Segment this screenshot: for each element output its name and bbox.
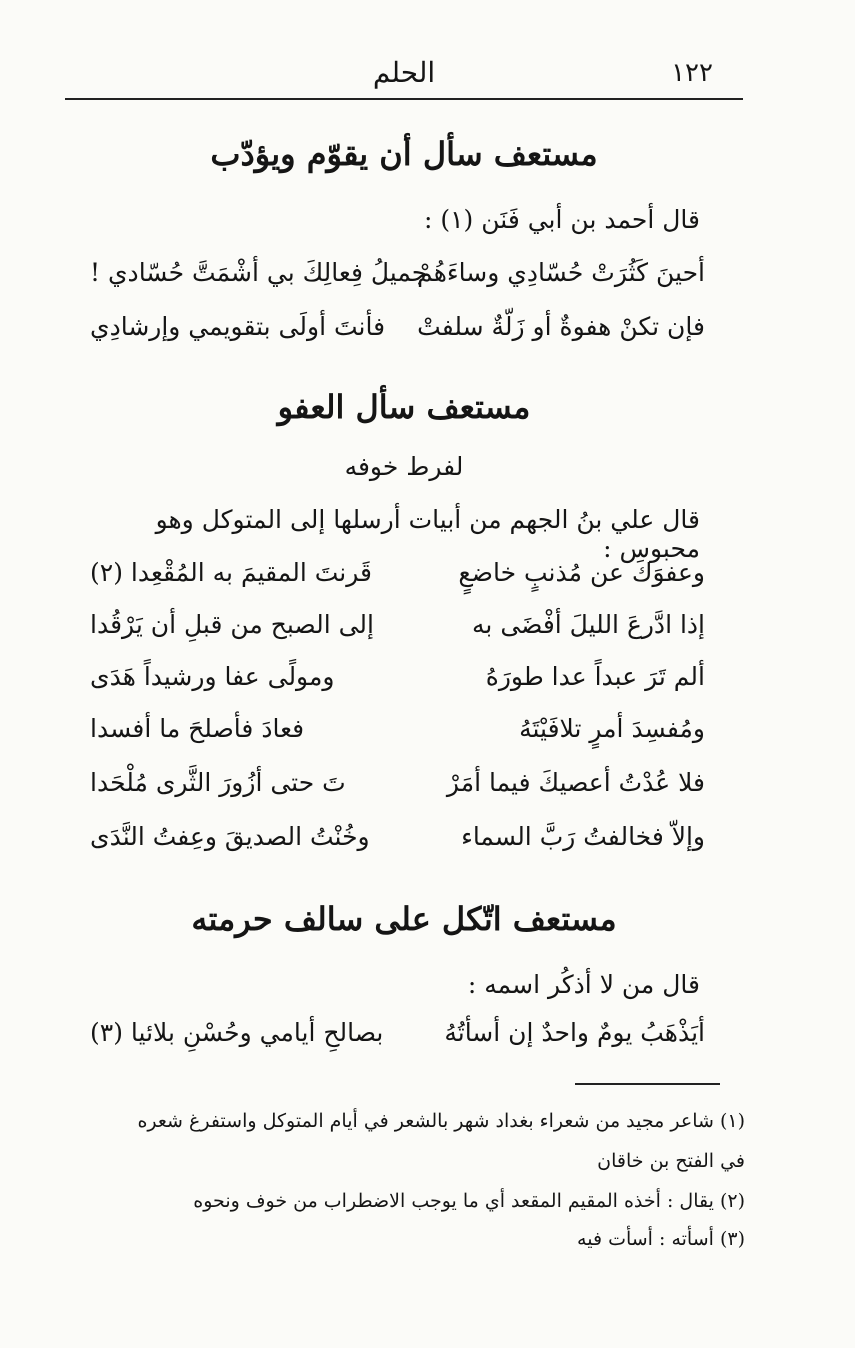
footnote-continuation: في الفتح بن خاقان [597,1150,745,1172]
verse-line [90,1018,705,1062]
section-title: مستعف اتّكل على سالف حرمته [191,900,617,938]
verse-line [90,610,705,654]
hemistich-second: فعادَ فأصلحَ ما أفسدا [90,714,305,743]
verse-line [90,662,705,706]
verse-line [90,258,705,302]
hemistich-first: أحينَ كَثُرَتْ حُسّادِي وساءَهُمْ [417,258,705,287]
hemistich-first: إذا ادَّرعَ الليلَ أفْضَى به [472,610,705,639]
footnote: (٣) أسأته : أسأت فيه [577,1228,745,1250]
verse-line [90,822,705,866]
hemistich-second: وخُنْتُ الصديقَ وعِفتُ النَّدَى [90,822,370,851]
footnote: (١) شاعر مجيد من شعراء بغداد شهر بالشعر في أيام المتوكل واستفرغ شعره [137,1110,745,1132]
verse-line [90,768,705,812]
hemistich-first: وعفوَكَ عن مُذنبٍ خاضعٍ [458,558,705,587]
footnote: (٢) يقال : أخذه المقيم المقعد أي ما يوجب الاضطراب من خوف ونحوه [193,1190,745,1212]
hemistich-second: فأنتَ أولَى بتقويمي وإرشادِي [90,312,386,341]
hemistich-first: أيَذْهَبُ يومٌ واحدٌ إن أسأتُهُ [444,1018,705,1047]
footnote-separator [575,1083,720,1085]
verse-line [90,714,705,758]
section-title: مستعف سأل أن يقوّم ويؤدّب [210,135,598,173]
hemistich-second: إلى الصبح من قبلِ أن يَرْقُدا [90,610,374,639]
verse-line [90,312,705,356]
hemistich-second: بصالحِ أيامي وحُسْنِ بلائيا (٣) [90,1018,384,1047]
section-intro: قال علي بنُ الجهم من أبيات أرسلها إلى المتوكل وهو محبوس : [155,505,700,563]
hemistich-first: فإن تكنْ هفوةٌ أو زَلّةٌ سلفتْ [417,312,705,341]
section-title: مستعف سأل العفو [277,388,531,426]
hemistich-first: فلا عُدْتُ أعصيكَ فيما أمَرْ [446,768,705,797]
hemistich-second: تَ حتى أزُورَ الثَّرى مُلْحَدا [90,768,346,797]
hemistich-first: وإلاّ فخالفتُ رَبَّ السماء [461,822,705,851]
running-header [65,50,743,100]
hemistich-second: قَرنتَ المقيمَ به المُقْعِدا (٢) [90,558,372,587]
hemistich-second: ومولًى عفا ورشيداً هَدَى [90,662,335,691]
verse-line [90,558,705,602]
running-title: الحلم [372,56,436,89]
hemistich-first: ومُفسِدَ أمرٍ تلافَيْتَهُ [519,714,705,743]
hemistich-second: جميلُ فِعالِكَ بي أشْمَتَّ حُسّادي ! [90,258,428,287]
hemistich-first: ألم تَرَ عبداً عدا طورَهُ [485,662,705,691]
section-intro: قال أحمد بن أبي فَنَن (١) : [423,205,700,234]
page-number: ١٢٢ [671,58,713,88]
section-subtitle: لفرط خوفه [344,452,464,481]
section-intro: قال من لا أذكُر اسمه : [467,970,700,999]
